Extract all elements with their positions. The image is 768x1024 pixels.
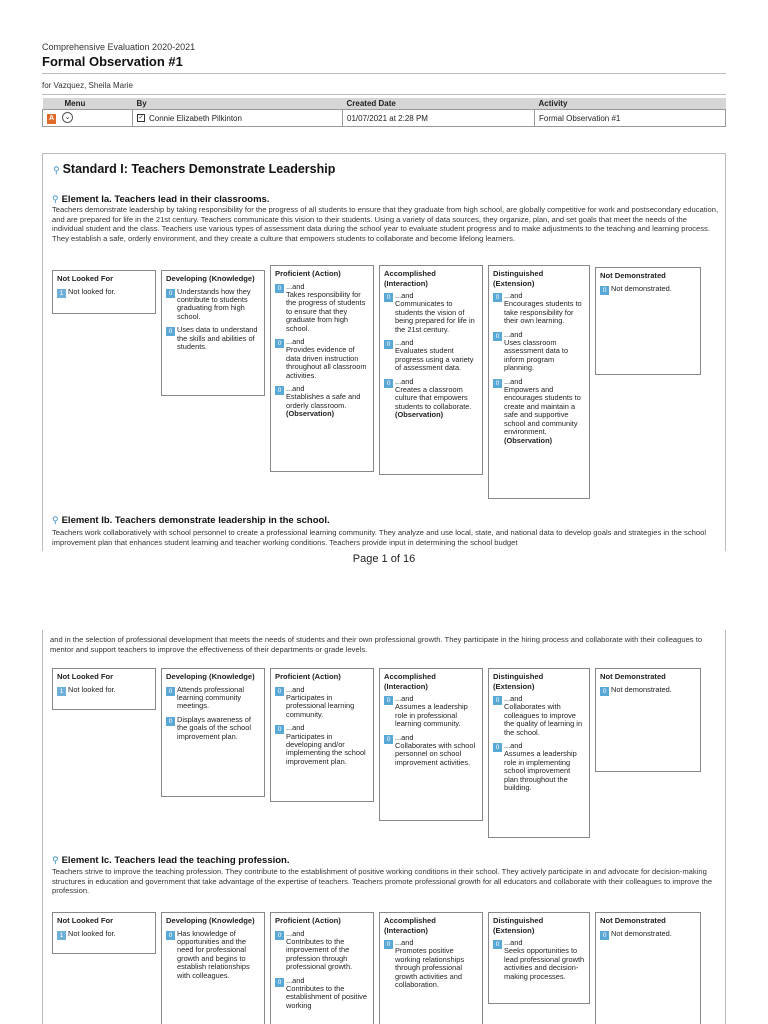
rubric-a-proficient xyxy=(270,265,374,472)
observation-title: Formal Observation #1 xyxy=(42,54,183,69)
rubric-heading: Distinguished (Extension) xyxy=(493,916,544,935)
observation-label: (Observation) xyxy=(395,410,444,420)
header-divider xyxy=(42,73,726,74)
pin-icon: ⚲ xyxy=(52,855,59,865)
rubric-item[interactable] xyxy=(600,930,696,940)
count-badge: 0 xyxy=(493,696,502,705)
count-badge: 0 xyxy=(493,743,502,752)
element-b-description-part1: Teachers work collaboratively with school personnel to create a professional learning community. They analyze and use local, state, and national data to develop goals and strategies in the school improvement plan that enhances student learning and teacher working conditions. Teachers provide input in determining the school budget xyxy=(52,528,707,547)
element-c-title-text: Element Ic. Teachers lead the teaching profession. xyxy=(61,855,290,866)
col-created-date: Created Date xyxy=(343,98,535,110)
rubric-item[interactable] xyxy=(275,930,369,972)
item-text: Displays awareness of the goals of the school improvement plan. xyxy=(177,714,251,741)
rubric-b-accomplished xyxy=(379,668,483,821)
count-badge: 0 xyxy=(384,293,393,302)
rubric-item[interactable] xyxy=(57,686,151,696)
rubric-c-not-demonstrated xyxy=(595,912,701,1024)
item-text: ...and Takes responsibility for the progress of students to ensure that they graduate from high school. xyxy=(286,281,366,333)
item-text-body: ...and Creates a classroom culture that empowers students to collaborate. xyxy=(395,376,472,411)
rubric-a-not-demonstrated xyxy=(595,267,701,375)
teacher-name: for Vazquez, Sheila Marie xyxy=(42,81,134,90)
rubric-heading: Proficient (Action) xyxy=(275,916,341,925)
rubric-c-not-looked xyxy=(52,912,156,954)
col-menu: Menu xyxy=(43,98,133,110)
rubric-item[interactable] xyxy=(384,378,478,420)
item-text-body: ...and Establishes a safe and orderly classroom. xyxy=(286,383,361,410)
rubric-item[interactable] xyxy=(275,385,369,419)
item-text: ...and Seeks opportunities to lead professional growth activities and decision-making processes. xyxy=(504,938,585,981)
count-badge: 1 xyxy=(57,289,66,298)
item-text xyxy=(504,378,585,445)
by-cell xyxy=(133,110,343,127)
col-by: By xyxy=(133,98,343,110)
rubric-item[interactable] xyxy=(493,695,585,737)
evaluation-title: Comprehensive Evaluation 2020-2021 xyxy=(42,42,196,52)
count-badge: 1 xyxy=(57,687,66,696)
rubric-item[interactable] xyxy=(275,283,369,333)
rubric-item[interactable] xyxy=(384,695,478,729)
pin-icon: ⚲ xyxy=(52,515,59,525)
item-text xyxy=(395,378,478,420)
standard-title-text: Standard I: Teachers Demonstrate Leadership xyxy=(62,162,336,176)
rubric-heading: Accomplished (Interaction) xyxy=(384,269,436,288)
activity-cell: Formal Observation #1 xyxy=(535,110,726,127)
rubric-item[interactable] xyxy=(493,378,585,445)
rubric-heading: Proficient (Action) xyxy=(275,672,341,681)
count-badge: 0 xyxy=(275,978,284,987)
pin-icon: ⚲ xyxy=(52,194,59,204)
rubric-item[interactable] xyxy=(57,288,151,298)
rubric-heading: Not Demonstrated xyxy=(600,271,666,280)
rubric-heading: Not Demonstrated xyxy=(600,672,666,681)
rubric-item[interactable] xyxy=(275,338,369,380)
rubric-b-developing xyxy=(161,668,265,797)
rubric-heading: Developing (Knowledge) xyxy=(166,916,255,925)
rubric-heading: Distinguished (Extension) xyxy=(493,269,544,288)
item-text: ...and Participates in professional learning community. xyxy=(286,684,355,719)
rubric-b-not-looked xyxy=(52,668,156,710)
count-badge: 0 xyxy=(384,735,393,744)
count-badge: 0 xyxy=(493,293,502,302)
rubric-heading: Accomplished (Interaction) xyxy=(384,916,436,935)
count-badge: 0 xyxy=(166,931,175,940)
item-text: Not looked for. xyxy=(68,928,116,938)
rubric-heading: Developing (Knowledge) xyxy=(166,274,255,283)
item-text: ...and Participates in developing and/or implementing the school improvement plan. xyxy=(286,723,366,766)
item-text-body: ...and Empowers and encourages students to create and maintain a safe and supportive school and community environment. xyxy=(504,376,581,437)
page-gap xyxy=(0,575,768,630)
element-b-title-text: Element Ib. Teachers demonstrate leadership in the school. xyxy=(61,515,330,526)
element-b-title xyxy=(52,515,330,526)
count-badge: 0 xyxy=(166,717,175,726)
count-badge: 0 xyxy=(384,379,393,388)
rubric-item[interactable] xyxy=(493,939,585,981)
menu-dropdown-icon[interactable]: ⌄ xyxy=(62,112,73,123)
rubric-item[interactable] xyxy=(384,292,478,334)
rubric-heading: Accomplished (Interaction) xyxy=(384,672,436,691)
count-badge: 0 xyxy=(493,379,502,388)
count-badge: 0 xyxy=(275,284,284,293)
rubric-heading: Not Looked For xyxy=(57,672,114,681)
rubric-b-not-demonstrated xyxy=(595,668,701,772)
item-text: ...and Collaborates with school personnel on school improvement activities. xyxy=(395,732,476,767)
count-badge: 0 xyxy=(275,931,284,940)
rubric-heading: Not Demonstrated xyxy=(600,916,666,925)
rubric-heading: Proficient (Action) xyxy=(275,269,341,278)
item-text: ...and Contributes to the improvement of the profession through professional growth. xyxy=(286,928,353,972)
element-b-description-part2: and in the selection of professional development that meets the needs of students and their own professional growth. They participate in the hiring process and collaborate with their colleagues to mentor and support teachers to improve the effectiveness of their departments or grade levels. xyxy=(50,635,703,654)
rubric-item[interactable] xyxy=(166,686,260,711)
rubric-item[interactable] xyxy=(384,734,478,768)
rubric-item[interactable] xyxy=(166,930,260,980)
item-text: ...and Evaluates student progress using a variety of assessment data. xyxy=(395,338,474,373)
page-number: Page 1 of 16 xyxy=(352,553,416,565)
rubric-item[interactable] xyxy=(166,288,260,322)
item-text: Not demonstrated. xyxy=(611,283,672,293)
created-date-cell: 01/07/2021 at 2:28 PM xyxy=(343,110,535,127)
item-text xyxy=(286,385,369,419)
standard-title xyxy=(53,162,335,176)
rubric-a-developing xyxy=(161,270,265,396)
item-text: ...and Uses classroom assessment data to inform program planning. xyxy=(504,329,569,373)
rubric-heading: Not Looked For xyxy=(57,916,114,925)
count-badge: 0 xyxy=(275,339,284,348)
rubric-heading: Distinguished (Extension) xyxy=(493,672,544,691)
count-badge: 0 xyxy=(275,687,284,696)
rubric-c-distinguished xyxy=(488,912,590,1004)
meta-divider xyxy=(42,94,726,95)
element-a-title xyxy=(52,194,269,205)
item-text: ...and Encourages students to take responsibility for their own learning. xyxy=(504,291,582,326)
element-c-title xyxy=(52,855,290,866)
rubric-item[interactable] xyxy=(493,742,585,792)
count-badge: 0 xyxy=(275,386,284,395)
item-text: Attends professional learning community meetings. xyxy=(177,684,244,711)
meta-table xyxy=(42,98,726,127)
count-badge: 0 xyxy=(384,940,393,949)
rubric-a-accomplished xyxy=(379,265,483,475)
rubric-item[interactable] xyxy=(600,285,696,295)
count-badge: 0 xyxy=(600,286,609,295)
item-text: Not looked for. xyxy=(68,684,116,694)
rubric-item[interactable] xyxy=(57,930,151,940)
check-icon: ✓ xyxy=(138,115,144,122)
rubric-heading: Developing (Knowledge) xyxy=(166,672,255,681)
element-a-title-text: Element Ia. Teachers lead in their classrooms. xyxy=(61,194,270,205)
rubric-item[interactable] xyxy=(493,331,585,373)
count-badge: 0 xyxy=(493,332,502,341)
rubric-item[interactable] xyxy=(600,686,696,696)
rubric-item[interactable] xyxy=(384,939,478,989)
count-badge: 0 xyxy=(600,687,609,696)
item-text: Uses data to understand the skills and abilities of students. xyxy=(177,325,258,351)
rubric-a-distinguished xyxy=(488,265,590,499)
count-badge: 0 xyxy=(166,327,175,336)
count-badge: 0 xyxy=(493,940,502,949)
item-text: ...and Provides evidence of data driven instruction throughout all classroom activities. xyxy=(286,336,367,380)
count-badge: 0 xyxy=(166,289,175,298)
item-text: ...and Assumes a leadership role in implementing school improvement plan throughout the building. xyxy=(504,741,577,793)
activity-badge[interactable]: A xyxy=(48,114,55,122)
document-header xyxy=(42,42,726,69)
col-activity: Activity xyxy=(535,98,726,110)
rubric-c-accomplished xyxy=(379,912,483,1024)
count-badge: 0 xyxy=(600,931,609,940)
rubric-item[interactable] xyxy=(275,977,369,1011)
item-text: ...and Communicates to students the vision of being prepared for life in the 21st century. xyxy=(395,291,475,334)
observation-label: (Observation) xyxy=(504,435,553,445)
rubric-a-not-looked xyxy=(52,270,156,314)
element-a-description: Teachers demonstrate leadership by taking responsibility for the progress of all students to ensure that they graduate from high school, are globally competitive for work and postsecondary education, and are prepared for life in the 21st century. Teachers communicate this vision to their students. Using a variety of data sources, they organize, plan, and set goals that meet the needs of the individual student and the class. Teachers use various types of assessment data during the school year to evaluate student progress and to make adjustments to the teaching and learning process. They establish a safe, orderly environment, and they create a culture that empowers students to collaborate and become lifelong learners. xyxy=(52,205,719,243)
rubric-c-proficient xyxy=(270,912,374,1024)
item-text: Has knowledge of opportunities and the need for professional growth and begins to establish relationships with colleagues. xyxy=(177,928,250,980)
rubric-item[interactable] xyxy=(166,326,260,351)
item-text: ...and Contributes to the establishment of positive working xyxy=(286,975,367,1010)
pin-icon: ⚲ xyxy=(53,165,60,175)
item-text: Not looked for. xyxy=(68,286,116,296)
count-badge: 0 xyxy=(384,340,393,349)
rubric-b-proficient xyxy=(270,668,374,802)
count-badge: 0 xyxy=(384,696,393,705)
author-name: Connie Elizabeth Pilkinton xyxy=(149,113,242,123)
item-text: ...and Promotes positive working relationships through professional growth activities and collaboration. xyxy=(395,938,465,990)
observation-label: (Observation) xyxy=(286,409,335,419)
item-text: Not demonstrated. xyxy=(611,684,672,694)
item-text: Not demonstrated. xyxy=(611,928,672,938)
menu-cell xyxy=(43,110,133,127)
rubric-item[interactable] xyxy=(275,686,369,720)
count-badge: 0 xyxy=(166,687,175,696)
rubric-c-developing xyxy=(161,912,265,1024)
rubric-b-distinguished xyxy=(488,668,590,838)
rubric-item[interactable] xyxy=(275,724,369,766)
rubric-item[interactable] xyxy=(166,716,260,741)
item-text: Understands how they contribute to students graduating from high school. xyxy=(177,286,251,321)
rubric-item[interactable] xyxy=(493,292,585,326)
item-text: ...and Assumes a leadership role in professional learning community. xyxy=(395,694,468,729)
element-c-description: Teachers strive to improve the teaching profession. They contribute to the establishment of positive working conditions in their school. They actively participate in and advocate for decision-making structures in education and government that take advantage of the expertise of teachers. Teachers promote professional growth for all educators and collaborate with their colleagues to improve the profession. xyxy=(52,867,713,895)
rubric-heading: Not Looked For xyxy=(57,274,114,283)
count-badge: 0 xyxy=(275,725,284,734)
item-text: ...and Collaborates with colleagues to improve the quality of learning in the school. xyxy=(504,694,583,737)
rubric-item[interactable] xyxy=(384,339,478,373)
count-badge: 1 xyxy=(57,931,66,940)
